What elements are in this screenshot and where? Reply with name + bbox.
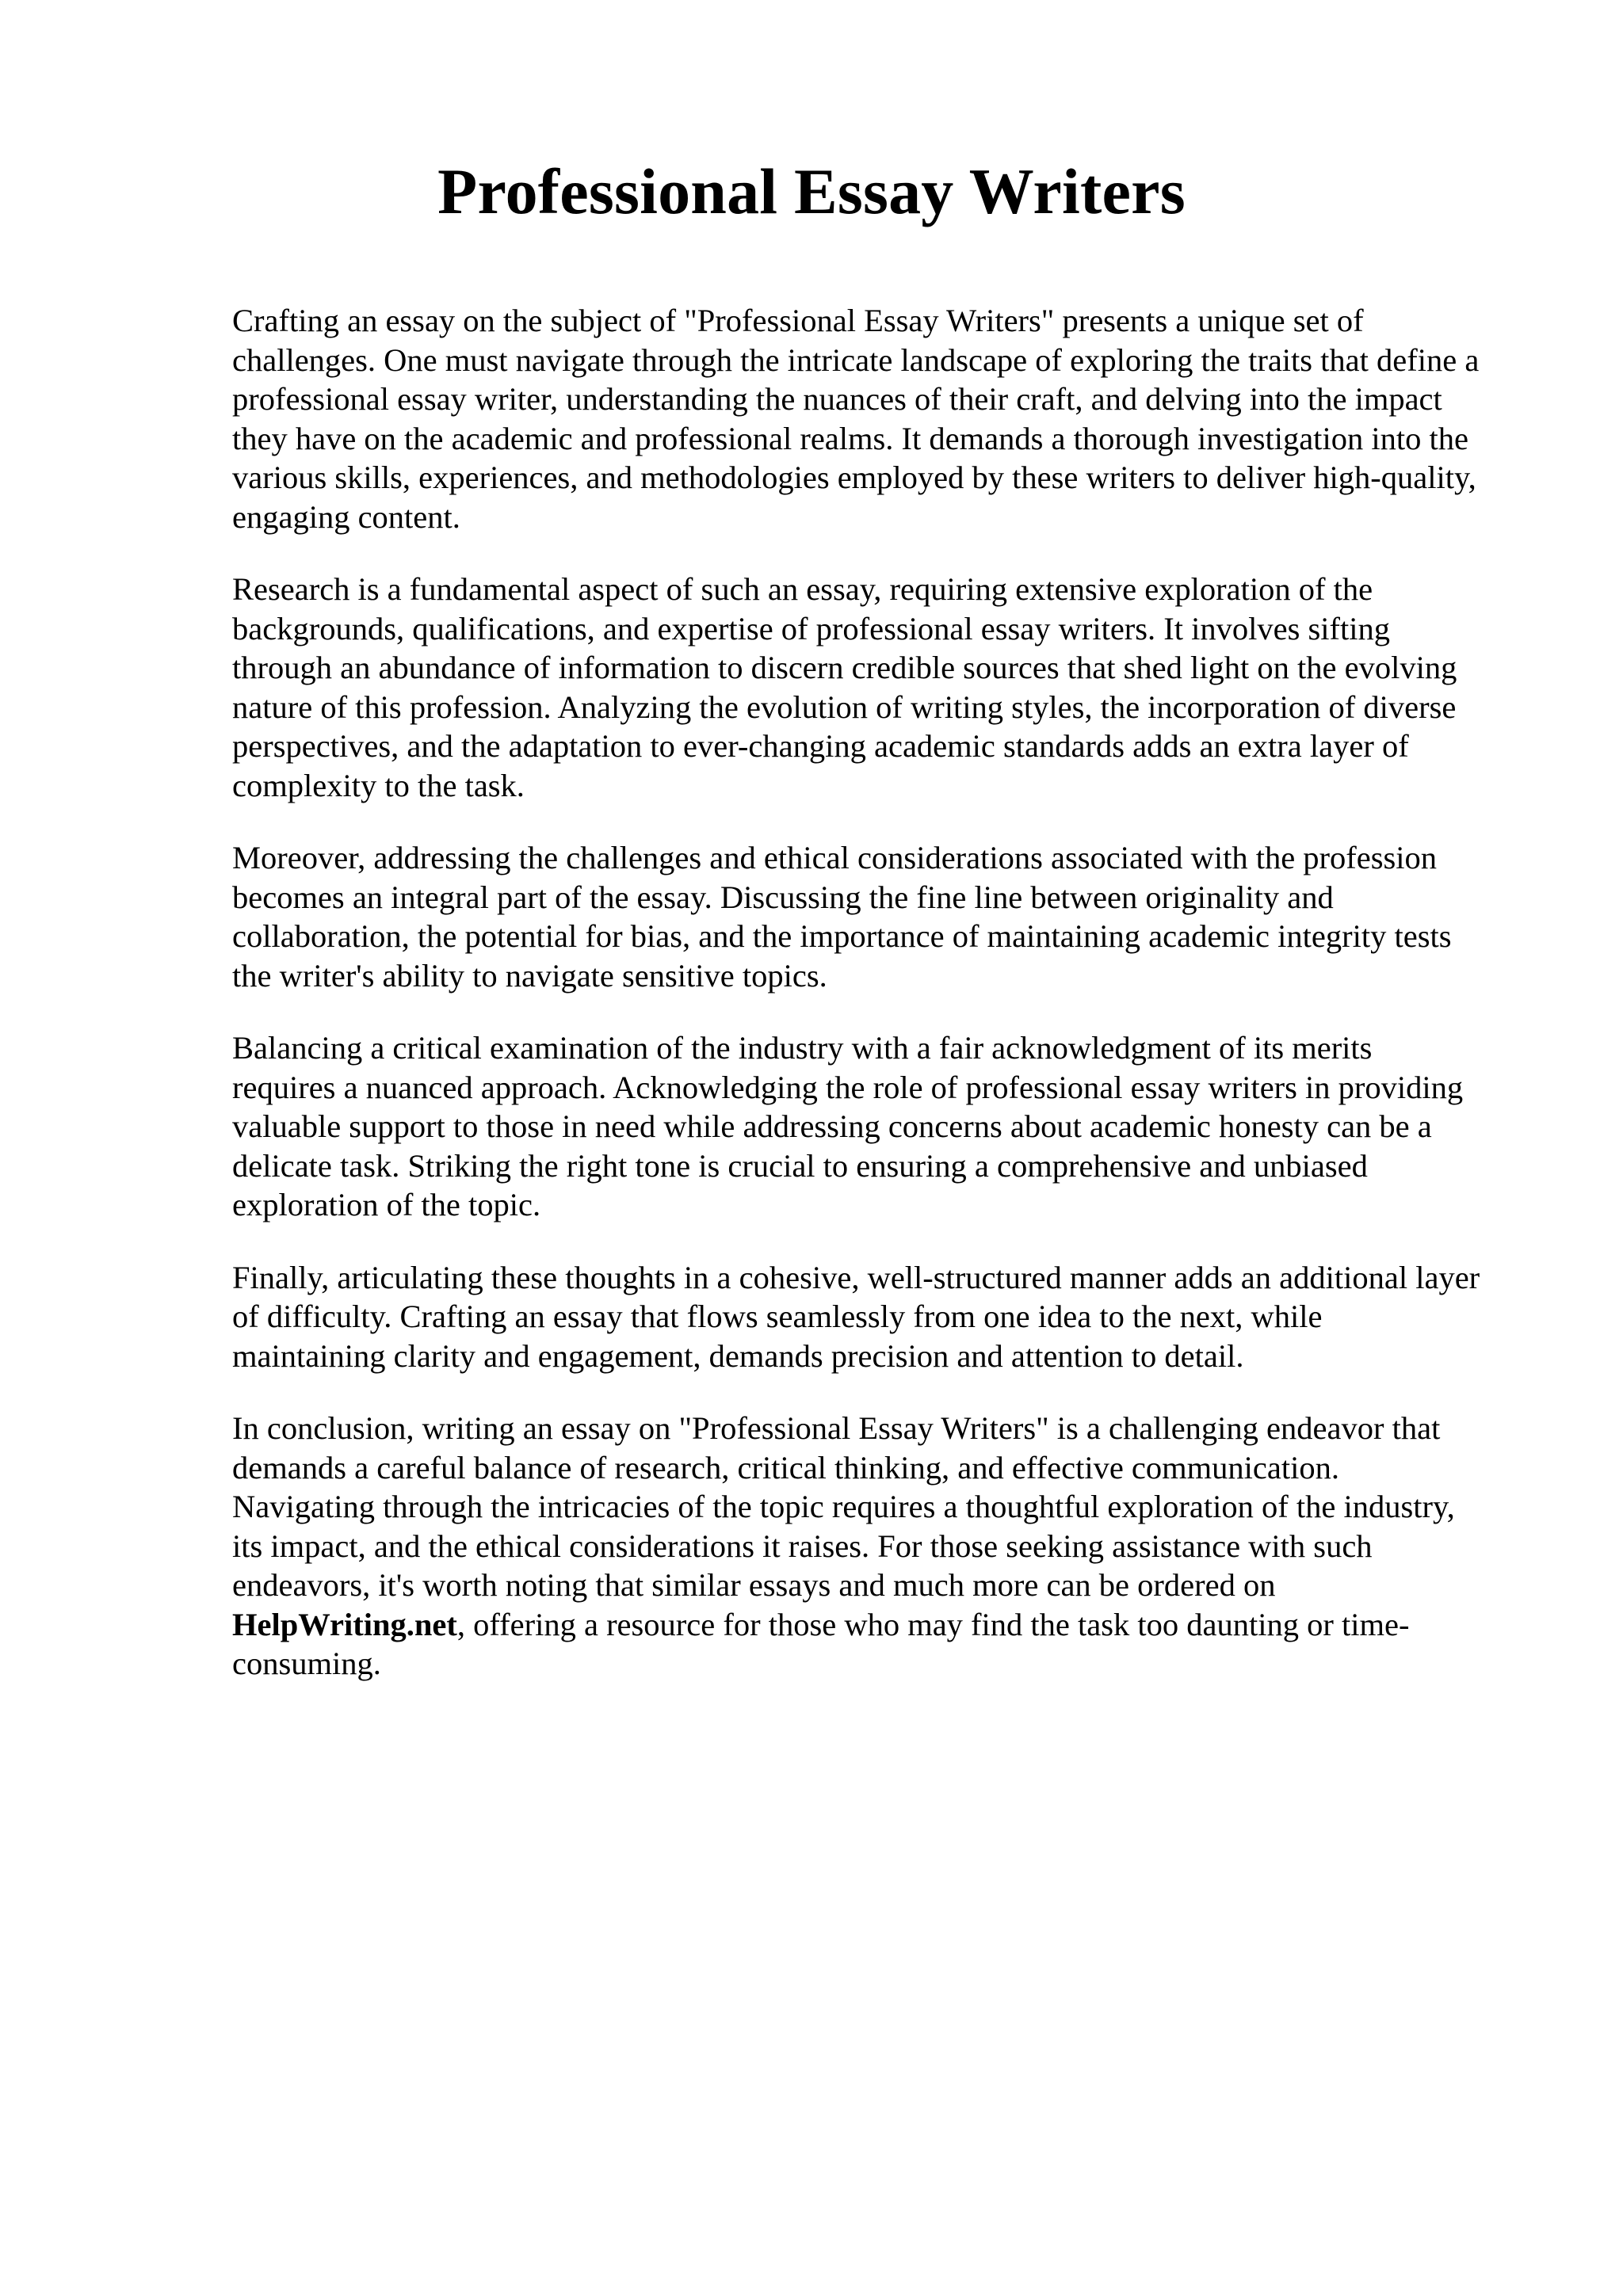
paragraph-line: perspectives, and the adaptation to ever-changing academic standards adds an extra layer of (232, 728, 1409, 764)
paragraph-5 (232, 1258, 1516, 1376)
paragraph-line: of difficulty. Crafting an essay that flows seamlessly from one idea to the next, while (232, 1299, 1323, 1334)
paragraph-line: , offering a resource for those who may find the task too daunting or time- (456, 1606, 1410, 1642)
paragraph-line: requires a nuanced approach. Acknowledging the role of professional essay writers in providing (232, 1069, 1464, 1105)
paragraph-line: they have on the academic and professional realms. It demands a thorough investigation into the (232, 420, 1468, 456)
paragraph-line: Navigating through the intricacies of the topic requires a thoughtful exploration of the industry, (232, 1489, 1455, 1524)
paragraph-line: the writer's ability to navigate sensitive topics. (232, 957, 827, 994)
paragraph-line: nature of this profession. Analyzing the evolution of writing styles, the incorporation of diverse (232, 688, 1457, 725)
paragraph-line: complexity to the task. (232, 767, 525, 803)
paragraph-line: professional essay writer, understanding the nuances of their craft, and delving into the impact (232, 381, 1442, 417)
paragraph-line: demands a careful balance of research, critical thinking, and effective communication. (232, 1449, 1339, 1486)
paragraph-line: becomes an integral part of the essay. Discussing the fine line between originality and (232, 879, 1334, 915)
paragraph-line: delicate task. Striking the right tone is crucial to ensuring a comprehensive and unbiased (232, 1147, 1368, 1184)
paragraph-line: endeavors, it's worth noting that similar essays and much more can be ordered on (232, 1567, 1276, 1603)
paragraph-3 (232, 838, 1516, 995)
paragraph-4 (232, 1028, 1516, 1225)
brand-name: HelpWriting.net (232, 1606, 457, 1642)
paragraph-line: through an abundance of information to discern credible sources that shed light on the evolving (232, 650, 1457, 685)
conclusion-paragraph (232, 1409, 1516, 1684)
paragraph-line: maintaining clarity and engagement, demands precision and attention to detail. (232, 1337, 1244, 1374)
page-title: Professional Essay Writers (437, 155, 1186, 227)
essay-body (232, 301, 1516, 1717)
paragraph-line: Finally, articulating these thoughts in a cohesive, well-structured manner adds an additional layer (232, 1259, 1480, 1295)
paragraph-line: Crafting an essay on the subject of "Professional Essay Writers" presents a unique set of (232, 303, 1364, 338)
paragraph-line: its impact, and the ethical considerations it raises. For those seeking assistance with such (232, 1527, 1373, 1564)
paragraph-line: backgrounds, qualifications, and expertise of professional essay writers. It involves sifting (232, 610, 1391, 646)
paragraph-line: various skills, experiences, and methodologies employed by these writers to deliver high-quality, (232, 460, 1476, 495)
paragraph-line: Research is a fundamental aspect of such an essay, requiring extensive exploration of the (232, 571, 1373, 607)
paragraph-line: valuable support to those in need while addressing concerns about academic honesty can be a (232, 1108, 1432, 1144)
paragraph-line: challenges. One must navigate through the intricate landscape of exploring the traits that define a (232, 341, 1480, 378)
paragraph-line: exploration of the topic. (232, 1187, 541, 1222)
paragraph-line: collaboration, the potential for bias, and the importance of maintaining academic integrity tests (232, 918, 1452, 954)
paragraph-line: engaging content. (232, 498, 460, 535)
paragraph-2 (232, 570, 1516, 805)
paragraph-line: Balancing a critical examination of the industry with a fair acknowledgment of its merits (232, 1030, 1373, 1066)
paragraph-line: consuming. (232, 1646, 381, 1681)
paragraph-line: In conclusion, writing an essay on "Professional Essay Writers" is a challenging endeavor that (232, 1410, 1441, 1446)
paragraph-line: Moreover, addressing the challenges and ethical considerations associated with the profession (232, 840, 1438, 875)
paragraph-1 (232, 301, 1516, 536)
